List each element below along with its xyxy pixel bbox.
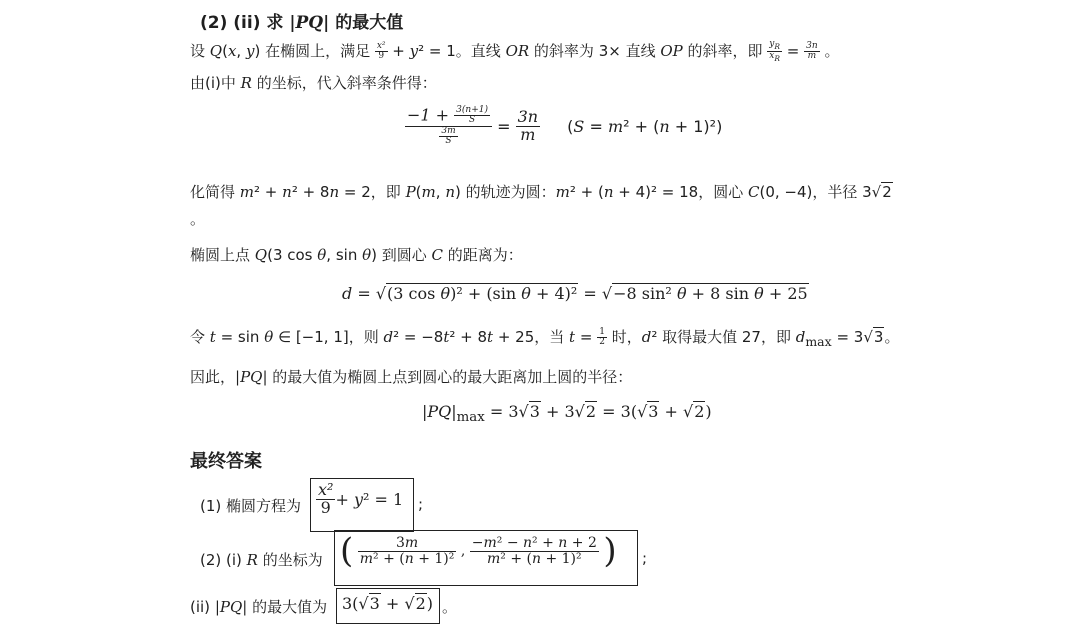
- equation-final: $|PQ|_{max} = 3√3 + 3√2 = 3(√3 + √2)$: [422, 402, 712, 426]
- answer-2-suffix: ;: [642, 549, 648, 567]
- section-heading: (2) (ii) 求 |PQ| 的最大值: [200, 13, 404, 33]
- text-line-therefore: 因此，|PQ| 的最大值为椭圆上点到圆心的最大距离加上圆的半径：: [190, 368, 633, 386]
- answer-3-label: (ii) |PQ| 的最大值为: [190, 598, 328, 616]
- answer-1-suffix: ;: [418, 495, 424, 513]
- answer-2-label: (2) (i) R 的坐标为: [200, 551, 323, 569]
- text-line-simplify: 化简得 m² + n² + 8n = 2，即 P(m, n) 的轨迹为圆：m² + (n + 4)² = 18，圆心 C(0, −4)，半径 3√2: [190, 183, 892, 201]
- text-line-distance-intro: 椭圆上点 Q(3 cos θ, sin θ) 到圆心 C 的距离为：: [190, 246, 523, 264]
- text-line-substitute: 由(i)中 R 的坐标，代入斜率条件得：: [190, 74, 437, 92]
- equation-slope: −1 + $\frac{3(n+1)}{S}$ $\frac{3m}{S}$ = $\frac{3n}{m}$ (S = m² + (n + 1)²): [407, 105, 723, 147]
- answer-3-value: 3(√3 + √2): [342, 594, 434, 613]
- equation-distance: d = √(3 cos θ)² + (sin θ + 4)² = √−8 sin² θ + 8 sin θ + 25: [342, 284, 808, 303]
- answer-1-label: (1) 椭圆方程为: [200, 497, 302, 515]
- answer-2-value: ( $\frac{3m}{\text{m² + (n + 1)²}}$ , $\frac{\text{−m² − n² + n + 2}}{\text{m² + (n + 1)²}}$ ): [340, 531, 617, 571]
- text-period: 。: [190, 210, 206, 228]
- answer-1-value: $\frac{\text{x²}}{9}$ + y² = 1: [318, 480, 404, 517]
- text-line-set-q: 设 Q(x, y) 在椭圆上，满足 $\frac{\text{x²}}{9}$ + y² = 1。直线 OR 的斜率为 3× 直线 OP 的斜率，即 $\frac{y_R}{x_R}$ = $\frac{3n}{m}$ 。: [190, 39, 840, 63]
- final-answer-title: 最终答案: [190, 451, 262, 472]
- text-line-let-t: 令 t = sin θ ∈ [−1, 1]，则 d² = −8t² + 8t + 25，当 t = $\frac{1}{2}$ 时，d² 取得最大值 27，即 $d_{max} = 3√3$。: [190, 326, 900, 349]
- answer-3-suffix: 。: [442, 598, 458, 616]
